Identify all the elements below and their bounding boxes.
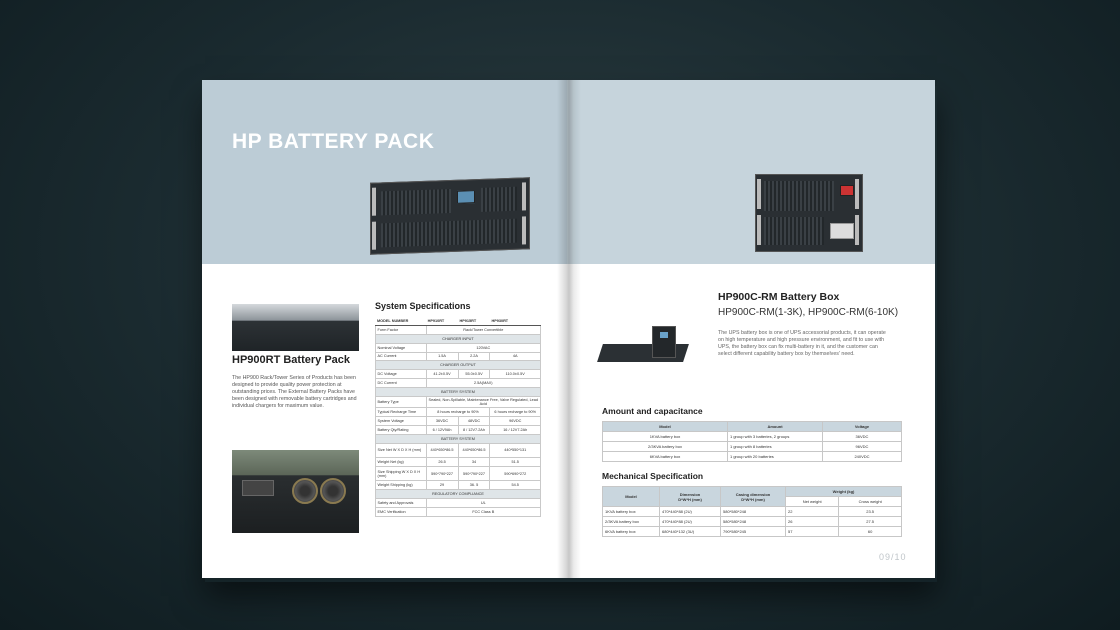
amount-header: Voltage [823,422,902,432]
product-description: The HP900 Rack/Tower Series of Products has been designed to provide quality power protection at outstanding prices. The External Battery Packs have been designed with removable battery cartridges and individual chargers for maximum value. [232,375,357,409]
mech-header: Casing dimension D*W*H (mm) [721,487,786,507]
mech-header: Model [603,487,660,507]
spec-value: FCC Class B [426,508,540,517]
spec-section: CHARGER OUTPUT [376,361,541,370]
spec-label: Safety and Approvals [376,499,427,508]
spec-label: Size Net W X D X H (mm) [376,443,427,457]
tower-ups-image [600,326,688,366]
spec-value: 96VDC [490,417,541,426]
spec-label: System Voltage [376,417,427,426]
spec-value: 110.0±0.5V [490,370,541,379]
mech-cell: 23.5 [839,507,902,517]
product-description: The UPS battery box is one of UPS accessorial products, it can operate on high temperature and high pressure environment, and fit to use with UPS, the battery box can fix multi-battery in it, and the customer can select different capability battery box by themselves' need. [718,330,886,357]
book-spine-shadow [557,80,581,578]
spec-value: 6 / 12V9Ah [426,426,458,435]
amount-cell: 1 group with 8 batteries [728,442,823,452]
spec-label: EMC Verification [376,508,427,517]
product-title: HP900C-RM Battery Box [718,291,840,303]
spec-value: 120VAC [426,343,540,352]
mech-header: Cross weight [839,497,902,507]
spec-value: 590*690*272 [490,467,541,481]
spec-label: DC Current [376,379,427,388]
mech-header: Weight (kg) [786,487,902,497]
spec-value: 440*550*131 [490,443,541,457]
spec-section: BATTERY SYSTEM [376,434,541,443]
mechanical-table [602,486,902,537]
product-title: HP900RT Battery Pack [232,354,351,366]
spec-value: 16 / 12V7.2Ah [490,426,541,435]
mech-cell: 470*440*88 (2U) [660,507,721,517]
mech-cell: 6KVA battery box [603,527,660,537]
battery-pack-rear-photo [232,450,359,533]
spec-label: Nominal Voltage [376,343,427,352]
spec-value: 590*790*227 [426,467,458,481]
mech-cell: 680*440*132 (3U) [660,527,721,537]
spec-header: HP930RT [490,317,541,325]
mech-cell: 580*580*248 [721,517,786,527]
mech-cell: 2/3KVA battery box [603,517,660,527]
product-models: HP900C-RM(1-3K), HP900C-RM(6-10K) [718,307,899,318]
table-row [603,432,902,442]
spec-value: 6 hours recharge to 90% [490,408,541,417]
spec-value: 4A [490,352,541,361]
spec-value: 48VDC [458,417,490,426]
spec-header: HP915RT [458,317,490,325]
amount-cell: 1KVA battery box [603,432,728,442]
spec-label: AC Current [376,352,427,361]
spec-value: 55.0±0.5V [458,370,490,379]
table-row [603,517,902,527]
spec-value: 29 [426,481,458,490]
spec-value: 2.5A(MAX) [426,379,540,388]
amount-cell: 240VDC [823,452,902,462]
rack-battery-pack-image [370,177,530,255]
amount-cell: 2/3KVA battery box [603,442,728,452]
mech-cell: 22 [786,507,839,517]
spec-section: BATTERY SYSTEM [376,388,541,397]
spec-value: 590*790*227 [458,467,490,481]
spec-value: 51.5 [490,458,541,467]
spec-label: DC Voltage [376,370,427,379]
spec-section: REGULATORY COMPLIANCE [376,490,541,499]
spec-label: Form Factor [376,325,427,334]
spec-header: HP910RT [426,317,458,325]
spec-value: 36. 5 [458,481,490,490]
mech-cell: 790*580*245 [721,527,786,537]
fan-left-icon [292,478,318,504]
spec-value: 36VDC [426,417,458,426]
table-row [603,527,902,537]
mech-cell: 57 [786,527,839,537]
spec-value: UL [426,499,540,508]
mech-cell: 1KVA battery box [603,507,660,517]
spec-value: 8 / 12V7.2Ah [458,426,490,435]
amount-header: Model [603,422,728,432]
spec-title: System Specifications [375,301,471,311]
mechanical-title: Mechanical Specification [602,471,704,481]
spec-value: 440*650*86.5 [458,443,490,457]
spec-value: 26.5 [426,458,458,467]
spec-value: 1.5A [426,352,458,361]
spec-label: Weight Shipping (kg) [376,481,427,490]
spec-value: 54.5 [490,481,541,490]
spec-label: Weight Net (kg) [376,458,427,467]
battery-box-image [755,174,863,252]
spec-label: Battery Type [376,396,427,407]
right-page [567,80,935,578]
mech-header: Net weight [786,497,839,507]
spec-value: Rack/Tower Convertible [426,325,540,334]
table-row [603,507,902,517]
amount-header: Amount [728,422,823,432]
amount-cell: 96VDC [823,442,902,452]
mech-header: Dimension D*W*H (mm) [660,487,721,507]
system-spec-table [375,317,541,517]
amount-cell: 6KVA battery box [603,452,728,462]
spec-section: CHARGER INPUT [376,334,541,343]
amount-cell: 36VDC [823,432,902,442]
amount-title: Amount and capacitance [602,406,703,416]
mech-cell: 60 [839,527,902,537]
spec-value: 440*650*86.5 [426,443,458,457]
mech-cell: 580*580*248 [721,507,786,517]
fan-right-icon [320,478,346,504]
left-page [202,80,567,578]
spec-value: 34 [458,458,490,467]
spec-label: Size Shipping W X D X H (mm) [376,467,427,481]
page-number: 09/10 [879,552,907,562]
mech-cell: 470*440*88 (2U) [660,517,721,527]
mech-cell: 26 [786,517,839,527]
spec-value: 41.2±0.5V [426,370,458,379]
mech-cell: 27.5 [839,517,902,527]
table-row [603,452,902,462]
spec-value: 2.2A [458,352,490,361]
spec-label: Typical Recharge Time [376,408,427,417]
spec-value: 8 hours recharge to 90% [426,408,490,417]
amount-cell: 1 group with 20 batteries [728,452,823,462]
table-row [603,442,902,452]
spec-value: Sealed, Non-Spillable, Maintenance Free, Valve Regulated, Lead Acid [426,396,540,407]
page-title: HP BATTERY PACK [232,130,435,153]
battery-pack-photo [232,304,359,351]
amount-cell: 1 group with 3 batteries, 2 groups [728,432,823,442]
header-band [567,80,935,264]
spec-label: Battery Qty/Rating [376,426,427,435]
spec-header: MODEL NUMBER [376,317,427,325]
amount-table [602,421,902,462]
